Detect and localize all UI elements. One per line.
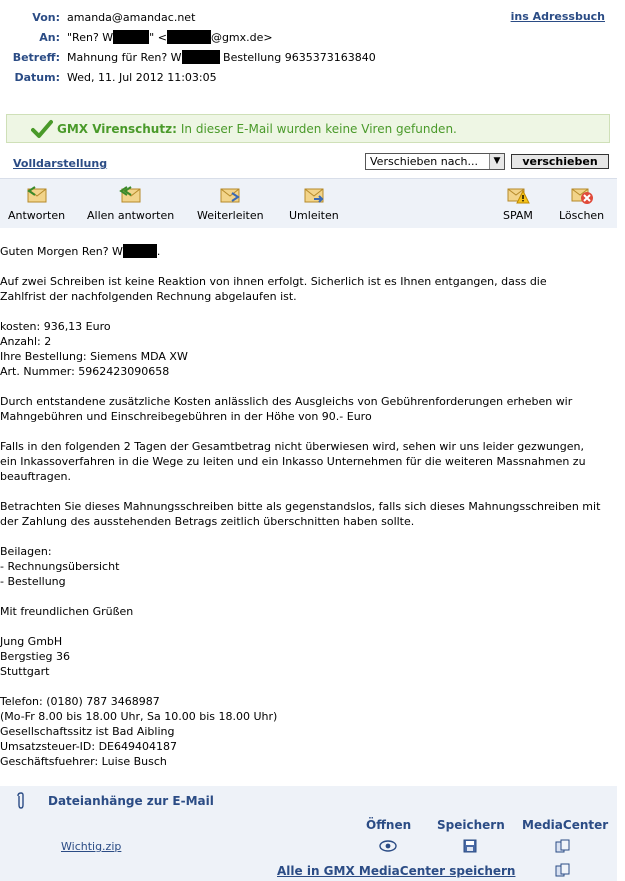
redaction-bar xyxy=(182,50,220,64)
subject-label: Betreff: xyxy=(12,51,60,64)
open-column-header: Öffnen xyxy=(366,818,412,832)
body-paragraph: kosten: 936,13 Euro Anzahl: 2 Ihre Bestellung: Siemens MDA XW Art. Nummer: 5962423090658 xyxy=(0,320,188,378)
from-value: amanda@amandac.net xyxy=(67,11,196,24)
floppy-save-icon[interactable] xyxy=(463,839,477,853)
to-row xyxy=(0,30,617,46)
eye-icon[interactable] xyxy=(378,839,398,853)
redaction-bar xyxy=(113,30,149,44)
reply-envelope-icon xyxy=(25,185,49,205)
greeting-line: Guten Morgen Ren? W . xyxy=(0,245,161,258)
attachments-panel xyxy=(0,786,617,881)
body-paragraph: Auf zwei Schreiben ist keine Reaktion von ihnen erfolgt. Sicherlich ist es Ihnen entgangen, dass die Zahlfrist der nachfolgenden Rechnung abgelaufen ist. xyxy=(0,275,547,303)
redirect-button[interactable]: Umleiten xyxy=(289,185,339,222)
from-label: Von: xyxy=(32,11,60,24)
body-paragraph: Durch entstandene zusätzliche Kosten anlässlich des Ausgleichs von Gebührenforderungen erheben wir Mahngebühren und Einschreibegebühren in der Höhe von 90.- Euro xyxy=(0,395,573,423)
reply-all-button[interactable]: Allen antworten xyxy=(87,185,174,222)
virus-brand: GMX Virenschutz: xyxy=(57,121,177,136)
body-paragraph: Betrachten Sie dieses Mahnungsschreiben bitte als gegenstandslos, falls sich dieses Mahnungsschreiben mit der Zahlung des ausstehenden Betrags zeitlich überschnitten haben sollte. xyxy=(0,500,601,528)
attachment-file-link[interactable]: Wichtig.zip xyxy=(61,840,122,853)
mail-header xyxy=(0,0,617,96)
spam-button[interactable]: SPAM xyxy=(503,185,533,222)
save-all-mediacenter-link[interactable]: Alle in GMX MediaCenter speichern xyxy=(277,864,516,878)
move-to-select[interactable] xyxy=(365,153,505,170)
checkmark-icon xyxy=(31,119,53,139)
mediacenter-column-header: MediaCenter xyxy=(522,818,609,832)
date-label: Datum: xyxy=(14,71,60,84)
mail-toolbar xyxy=(0,178,617,228)
body-paragraph: Beilagen: - Rechnungsübersicht - Bestellung xyxy=(0,545,120,588)
to-label: An: xyxy=(39,31,60,44)
subject-row xyxy=(0,50,617,66)
body-paragraph: Mit freundlichen Grüßen xyxy=(0,605,134,618)
delete-envelope-icon xyxy=(570,185,594,205)
subject-value: Mahnung für Ren? W Bestellung 9635373163840 xyxy=(67,51,376,64)
body-paragraph: Jung GmbH Bergstieg 36 Stuttgart xyxy=(0,635,70,678)
forward-envelope-icon xyxy=(218,185,242,205)
attachments-title: Dateianhänge zur E-Mail xyxy=(48,794,214,808)
reply-button[interactable]: Antworten xyxy=(8,185,65,222)
redirect-envelope-icon xyxy=(302,185,326,205)
delete-button[interactable]: Löschen xyxy=(559,185,604,222)
date-value: Wed, 11. Jul 2012 11:03:05 xyxy=(67,71,217,84)
addressbook-link[interactable]: ins Adressbuch xyxy=(510,10,605,23)
to-value: "Ren? W " < @gmx.de> xyxy=(67,31,273,44)
spam-warning-icon xyxy=(506,185,530,205)
date-row xyxy=(0,70,617,86)
mediacenter-icon[interactable] xyxy=(555,839,571,853)
virus-message: In dieser E-Mail wurden keine Viren gefunden. xyxy=(180,121,457,136)
redaction-bar xyxy=(167,30,211,44)
forward-button[interactable]: Weiterleiten xyxy=(197,185,264,222)
body-paragraph: Falls in den folgenden 2 Tagen der Gesamtbetrag nicht überwiesen wird, sehen wir uns leider gezwungen, ein Inkassoverfahren in die Wege zu leiten und ein Inkasso Unternehmen für die weiteren Massnahmen zu beauftragen. xyxy=(0,440,586,483)
virus-scan-banner xyxy=(6,114,610,143)
save-column-header: Speichern xyxy=(437,818,505,832)
mediacenter-icon[interactable] xyxy=(555,863,571,877)
mail-body xyxy=(0,244,617,784)
redaction-bar xyxy=(123,244,157,258)
reply-all-envelope-icon xyxy=(119,185,143,205)
paperclip-icon xyxy=(15,792,27,810)
full-view-link[interactable]: Volldarstellung xyxy=(13,157,108,170)
move-select-value: Verschieben nach... xyxy=(370,155,478,168)
body-paragraph: Telefon: (0180) 787 3468987 (Mo-Fr 8.00 bis 18.00 Uhr, Sa 10.00 bis 18.00 Uhr) Gesellschaftssitz ist Bad Aibling Umsatzsteuer-ID: DE649404187 Geschäftsfuehrer: Luise Busch xyxy=(0,695,278,768)
chevron-down-icon[interactable]: ▼ xyxy=(489,154,504,169)
move-button[interactable]: verschieben xyxy=(511,154,609,169)
